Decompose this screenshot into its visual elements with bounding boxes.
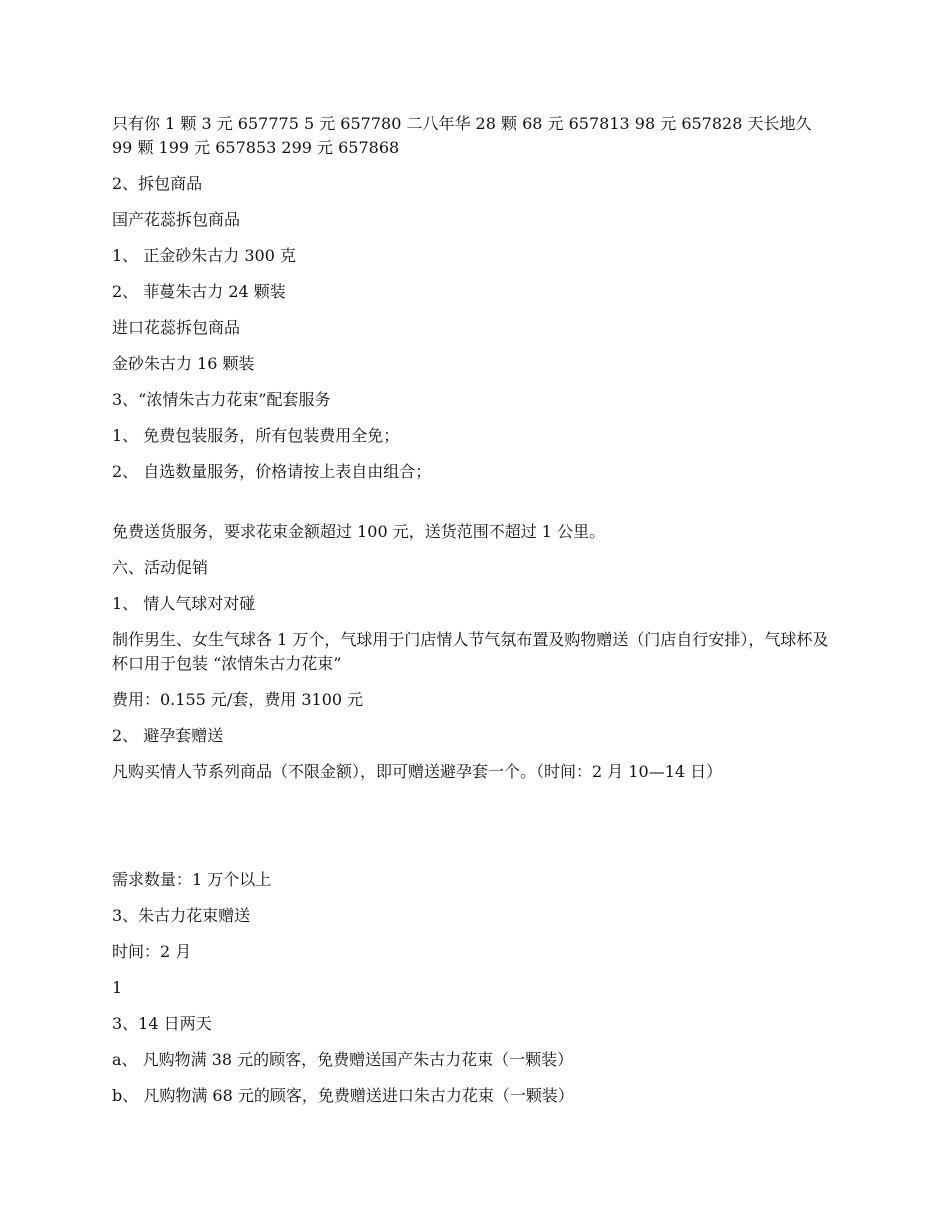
quantity-paragraph: 需求数量：1 万个以上: [112, 870, 272, 889]
price-list-paragraph: 只有你 1 颗 3 元 657775 5 元 657780 二八年华 28 颗 68 元 657813 98 元 657828 天长地久 99 颗 199 元 657853 299 元 657868: [112, 114, 817, 157]
time-fragment: 1: [112, 978, 123, 997]
section-heading-unpacked-goods: 2、拆包商品: [112, 174, 203, 193]
list-item: 2、 避孕套赠送: [112, 726, 224, 745]
list-item: 2、 自选数量服务，价格请按上表自由组合；: [112, 462, 432, 481]
section-heading-services: 3、“浓情朱古力花束”配套服务: [112, 390, 331, 409]
list-item: 1、 免费包装服务，所有包装费用全免；: [112, 426, 400, 445]
list-item: 金砂朱古力 16 颗装: [112, 354, 255, 373]
time-fragment: 3、14 日两天: [112, 1014, 212, 1033]
document-page: [112, 112, 832, 1108]
domestic-unpacked-heading: 国产花蕊拆包商品: [112, 210, 241, 229]
section-heading-bouquet-gift: 3、朱古力花束赠送: [112, 906, 251, 925]
gift-paragraph: 凡购买情人节系列商品（不限金额），即可赠送避孕套一个。（时间：2 月 10—14 日）: [112, 762, 723, 781]
time-paragraph: 时间：2 月: [112, 942, 192, 961]
list-item: 1、 情人气球对对碰: [112, 594, 256, 613]
section-heading-promotions: 六、活动促销: [112, 558, 209, 577]
delivery-paragraph: 免费送货服务，要求花束金额超过 100 元，送货范围不超过 1 公里。: [112, 522, 606, 541]
balloon-paragraph: 制作男生、女生气球各 1 万个，气球用于门店情人节气氛布置及购物赠送（门店自行安排），气球杯及杯口用于包装 “浓情朱古力花束”: [112, 630, 829, 673]
list-item: 2、 菲蔓朱古力 24 颗装: [112, 282, 286, 301]
imported-unpacked-heading: 进口花蕊拆包商品: [112, 318, 241, 337]
list-item: a、 凡购物满 38 元的顾客，免费赠送国产朱古力花束（一颗装）: [112, 1050, 574, 1069]
list-item: 1、 正金砂朱古力 300 克: [112, 246, 296, 265]
cost-paragraph: 费用：0.155 元/套，费用 3100 元: [112, 690, 364, 709]
list-item: b、 凡购物满 68 元的顾客，免费赠送进口朱古力花束（一颗装）: [112, 1086, 574, 1105]
